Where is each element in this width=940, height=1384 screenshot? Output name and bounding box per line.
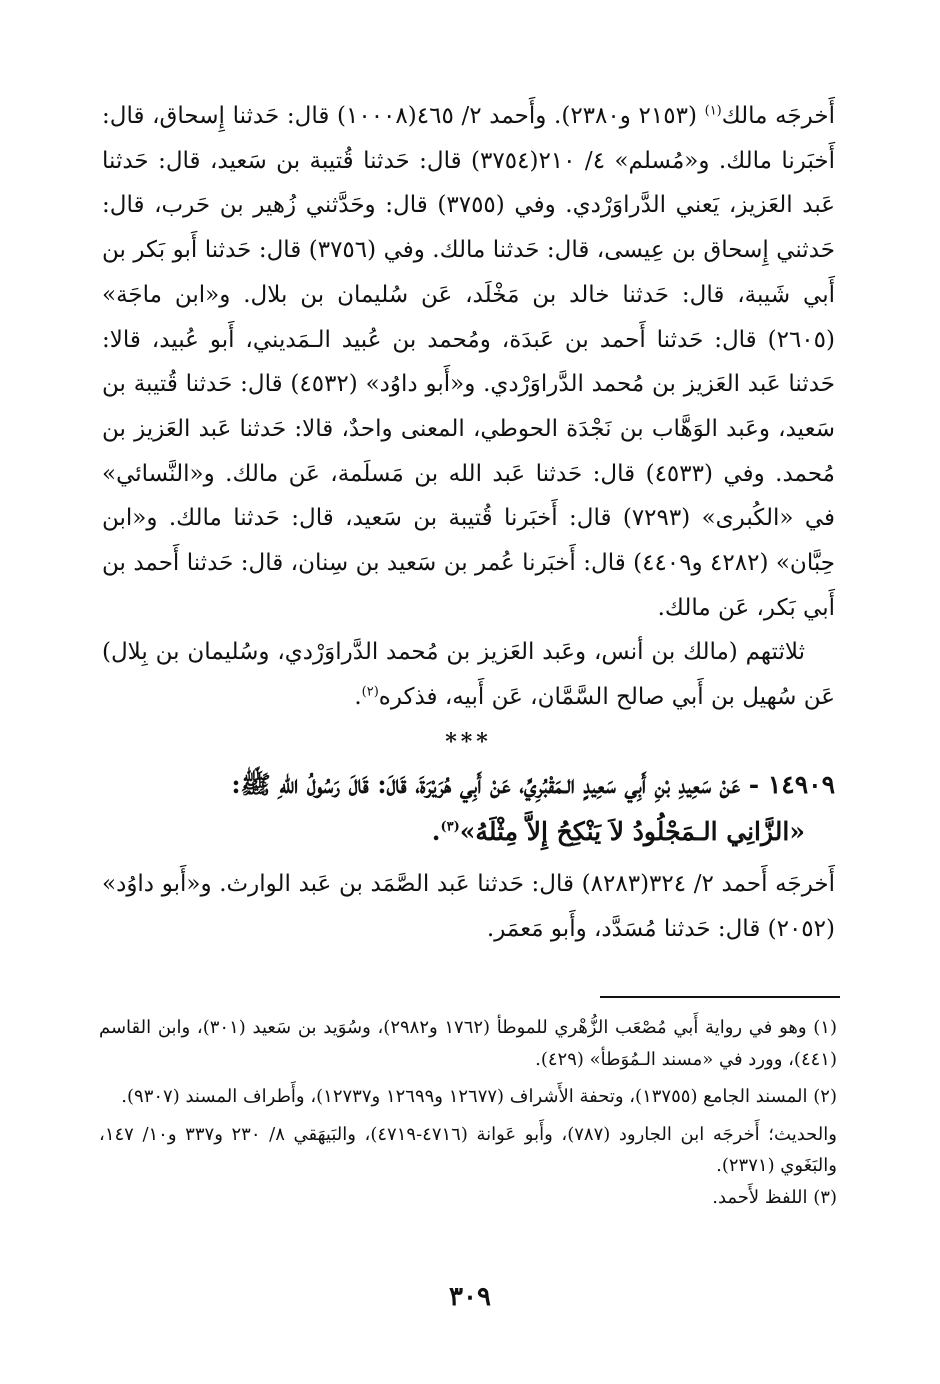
footnote-2: (٢) المسند الجامع (١٣٧٥٥)، وتحفة الأَشراف (١٢٦٧٧ و١٢٦٩٩ و١٢٧٣٧)، وأَطراف المسند (٩٣٠٧). <box>121 1086 837 1107</box>
footnote-3: (٣) اللفظ لأَحمد. <box>712 1186 837 1208</box>
footnote-ref-1: (١) <box>704 103 722 119</box>
footnote-ref-2: (٢) <box>361 684 379 700</box>
hadith-isnad: - عَنْ سَعِيدِ بْنِ أَبِي سَعِيدٍ الـمَقْبُرِيِّ، عَنْ أَبِي هُرَيْرَةَ، قَالَ: قَالَ رَسُولُ اللهِ ﷺ: <box>231 769 768 799</box>
section-separator: *** <box>445 728 492 755</box>
footnote-divider <box>600 996 840 998</box>
page-number: ٣٠٩ <box>449 1282 491 1312</box>
footnote-ref-3: (٣) <box>440 819 460 835</box>
isnad-summary-text: ثلاثتهم (مالك بن أنس، وعَبد العَزيز بن مُحمد الدَّراوَرْدي، وسُليمان بن بِلال) عَن سُهيل بن أَبي صالح السَّمَّان، عَن أَبيه، فذكره <box>102 639 835 711</box>
hadith-takhrij: أَخرجَه أَحمد ٢/ ٣٢٤(٨٢٨٣) قال: حَدثنا عَبد الصَّمَد بن عَبد الوارث. و«أَبو داوُد» (٢٠٥٢) قال: حَدثنا مُسَدَّد، وأَبو مَعمَر. <box>102 870 835 942</box>
hadith-heading <box>102 762 835 808</box>
takhrij-text-rest: (٢١٥٣ و٢٣٨٠). وأَحمد ٢/ ٤٦٥(١٠٠٠٨) قال: حَدثنا إِسحاق، قال: أَخبَرنا مالك. و«مُسلم» ٤/ ٢١٠(٣٧٥٤) قال: حَدثنا قُتيبة بن سَعيد، قال: حَدثنا عَبد العَزيز، يَعني الدَّراوَرْدي. وفي (٣٧٥٥) قال: وحَدَّثني زُهير بن حَرب، قال: حَدثني إِسحاق بن عِيسى، قال: حَدثنا مالك. وفي (٣٧٥٦) قال: حَدثنا أَبو بَكر بن أَبي شَيبة، قال: حَدثنا خالد بن مَخْلَد، عَن سُليمان بن بلال. و«ابن ماجَة» (٢٦٠٥) قال: حَدثنا أَحمد بن عَبدَة، ومُحمد بن عُبيد الـمَديني، أَبو عُبيد، قالا: حَدثنا عَبد العَزيز بن مُحمد الدَّراوَرْدي. و«أَبو داوُد» (٤٥٣٢) قال: حَدثنا قُتيبة بن سَعيد، وعَبد الوَهَّاب بن نَجْدَة الحوطي، المعنى واحدٌ، قالا: حَدثنا عَبد العَزيز بن مُحمد. وفي (٤٥٣٣) قال: حَدثنا عَبد الله بن مَسلَمة، عَن مالك. و«النَّسائي» في «الكُبرى» (٧٢٩٣) قال: أَخبَرنا قُتيبة بن سَعيد، قال: حَدثنا مالك. و«ابن حِبَّان» (٤٢٨٢ و٤٤٠٩) قال: أَخبَرنا عُمر بن سَعيد بن سِنان، قال: حَدثنا أَحمد بن أَبي بَكر، عَن مالك. <box>102 103 836 621</box>
hadith-matn-text: «الزَّانِي الـمَجْلُودُ لاَ يَنْكِحُ إِلاَّ مِثْلَهُ» <box>459 816 805 846</box>
isnad-summary-end: . <box>354 684 362 711</box>
hadith-matn <box>102 808 835 856</box>
hadith-number: ١٤٩٠٩ <box>767 769 835 799</box>
footnote-1: (١) وهو في رواية أَبي مُصْعَب الزُّهْري للموطأ (١٧٦٢ و٢٩٨٢)، وسُوَيد بن سَعيد (٣٠١)، وابن القاسم (٤٤١)، وورد في «مسند الـمُوَطأ» (٤٢٩). <box>99 1017 837 1070</box>
footnotes <box>99 1012 837 1213</box>
takhrij-paragraph <box>102 94 835 630</box>
footnote-2-continuation: والحديث؛ أَخرجَه ابن الجارود (٧٨٧)، وأَبو عَوانة (٤٧١٦-٤٧١٩)، والبَيهَقي ٨/ ٢٣٠ و٣٣٧ و١٠/ ١٤٧، والبَغَوي (٢٣٧١). <box>99 1123 837 1176</box>
isnad-summary-paragraph <box>102 630 835 719</box>
hadith-matn-end: . <box>431 816 441 846</box>
main-text <box>102 94 835 951</box>
takhrij-text-start: أَخرجَه مالك <box>721 103 835 129</box>
